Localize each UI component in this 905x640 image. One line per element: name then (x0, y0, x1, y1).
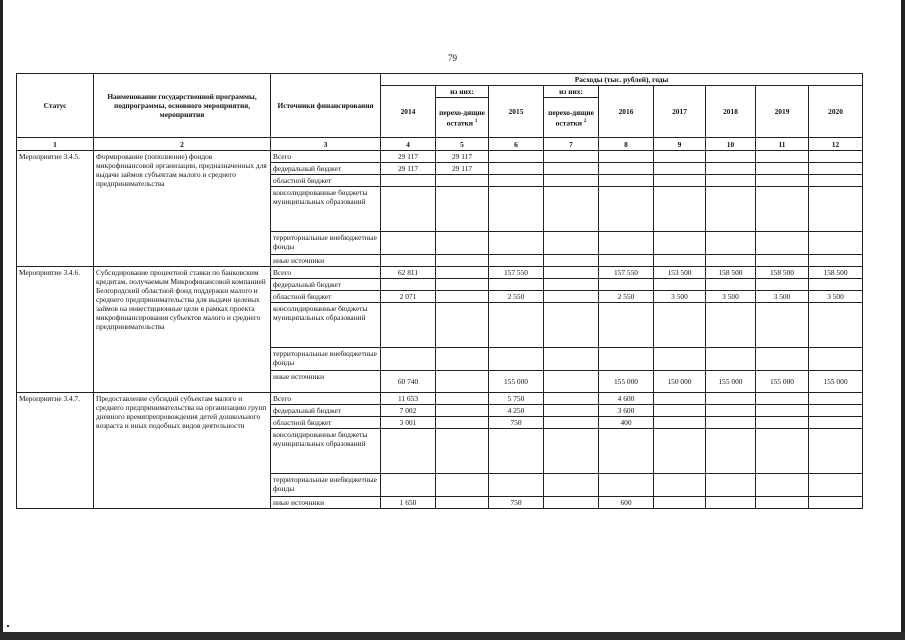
amount-cell (544, 348, 599, 371)
funding-source: консолидированные бюджеты муниципальных образований (271, 429, 381, 474)
amount-cell (544, 267, 599, 279)
amount-cell (756, 393, 809, 405)
amount-cell (706, 429, 756, 474)
header-year-2016: 2016 (599, 86, 654, 138)
amount-cell (544, 151, 599, 163)
amount-cell (706, 163, 756, 175)
column-number: 5 (436, 138, 489, 151)
funding-source: территориальные внебюджетные фонды (271, 474, 381, 497)
header-of-which-1: из них: (436, 86, 489, 98)
amount-cell (654, 348, 706, 371)
amount-cell: 157 550 (489, 267, 544, 279)
amount-cell (436, 393, 489, 405)
amount-cell (489, 279, 544, 291)
amount-cell: 3 600 (599, 405, 654, 417)
amount-cell (654, 417, 706, 429)
amount-cell (654, 151, 706, 163)
amount-cell: 155 000 (756, 371, 809, 393)
header-transitional-1: перехо-дящие остатки $^1$ (436, 98, 489, 138)
amount-cell (599, 429, 654, 474)
budget-table (16, 73, 863, 509)
amount-cell (544, 417, 599, 429)
amount-cell (599, 255, 654, 267)
amount-cell (756, 232, 809, 255)
amount-cell: 62 811 (381, 267, 436, 279)
amount-cell: 155 000 (706, 371, 756, 393)
amount-cell (654, 497, 706, 509)
amount-cell: 150 000 (654, 371, 706, 393)
measure-name: Формирование (пополнение) фондов микрофинансовой организации, предназначенных для выдачи займов субъектам малого и среднего предпринимательства (94, 151, 271, 267)
amount-cell: 158 500 (809, 267, 863, 279)
funding-source: консолидированные бюджеты муниципальных образований (271, 187, 381, 232)
amount-cell (809, 393, 863, 405)
amount-cell (599, 474, 654, 497)
amount-cell (544, 497, 599, 509)
amount-cell (544, 474, 599, 497)
amount-cell: 400 (599, 417, 654, 429)
column-number: 3 (271, 138, 381, 151)
amount-cell (706, 303, 756, 348)
table-row (17, 267, 863, 279)
scan-speck (7, 625, 9, 627)
amount-cell (809, 187, 863, 232)
amount-cell: 158 500 (756, 267, 809, 279)
amount-cell: 4 250 (489, 405, 544, 417)
header-year-2019: 2019 (756, 86, 809, 138)
funding-source: иные источники (271, 255, 381, 267)
amount-cell (706, 497, 756, 509)
amount-cell: 155 000 (599, 371, 654, 393)
amount-cell (654, 187, 706, 232)
amount-cell (544, 163, 599, 175)
funding-source: Всего (271, 393, 381, 405)
amount-cell: 3 500 (706, 291, 756, 303)
amount-cell (654, 405, 706, 417)
amount-cell (756, 255, 809, 267)
amount-cell (436, 232, 489, 255)
amount-cell (489, 163, 544, 175)
header-expenses: Расходы (тыс. рублей), годы (381, 74, 863, 86)
amount-cell (489, 474, 544, 497)
funding-source: территориальные внебюджетные фонды (271, 232, 381, 255)
funding-source: иные источники (271, 371, 381, 393)
measure-status: Мероприятие 3.4.7. (17, 393, 94, 509)
amount-cell (489, 232, 544, 255)
amount-cell (706, 348, 756, 371)
header-program: Наименование государственной программы, подпрограммы, основного мероприятия, мероприятия (94, 74, 271, 138)
amount-cell (809, 429, 863, 474)
amount-cell (489, 303, 544, 348)
amount-cell: 2 550 (599, 291, 654, 303)
amount-cell (544, 393, 599, 405)
amount-cell (489, 429, 544, 474)
header-year-2018: 2018 (706, 86, 756, 138)
amount-cell: 4 600 (599, 393, 654, 405)
amount-cell (436, 429, 489, 474)
amount-cell (809, 474, 863, 497)
amount-cell (436, 405, 489, 417)
amount-cell (489, 151, 544, 163)
amount-cell: 1 650 (381, 497, 436, 509)
amount-cell (756, 187, 809, 232)
amount-cell (489, 348, 544, 371)
column-number: 11 (756, 138, 809, 151)
amount-cell (436, 279, 489, 291)
amount-cell (381, 474, 436, 497)
column-number: 4 (381, 138, 436, 151)
amount-cell (654, 303, 706, 348)
column-number: 1 (17, 138, 94, 151)
column-number: 2 (94, 138, 271, 151)
amount-cell (654, 163, 706, 175)
amount-cell (436, 187, 489, 232)
amount-cell (654, 255, 706, 267)
scan-bottom-border (0, 632, 905, 640)
amount-cell (436, 175, 489, 187)
amount-cell (489, 255, 544, 267)
amount-cell (599, 303, 654, 348)
amount-cell (809, 255, 863, 267)
table-row (17, 393, 863, 405)
amount-cell: 29 117 (436, 151, 489, 163)
amount-cell (381, 279, 436, 291)
amount-cell (809, 279, 863, 291)
amount-cell (706, 279, 756, 291)
amount-cell (654, 474, 706, 497)
table-row (17, 151, 863, 163)
amount-cell (436, 291, 489, 303)
amount-cell: 158 500 (706, 267, 756, 279)
amount-cell (544, 187, 599, 232)
funding-source: федеральный бюджет (271, 163, 381, 175)
amount-cell (381, 348, 436, 371)
amount-cell (436, 303, 489, 348)
amount-cell: 750 (489, 417, 544, 429)
amount-cell (381, 429, 436, 474)
column-number: 9 (654, 138, 706, 151)
amount-cell (544, 279, 599, 291)
amount-cell (436, 348, 489, 371)
amount-cell (599, 151, 654, 163)
amount-cell (599, 232, 654, 255)
page-number: 79 (448, 53, 457, 63)
amount-cell (654, 393, 706, 405)
amount-cell (599, 163, 654, 175)
amount-cell (809, 175, 863, 187)
header-year-2017: 2017 (654, 86, 706, 138)
amount-cell (756, 175, 809, 187)
amount-cell (809, 348, 863, 371)
amount-cell (654, 279, 706, 291)
amount-cell (756, 429, 809, 474)
amount-cell: 155 000 (809, 371, 863, 393)
amount-cell (756, 163, 809, 175)
amount-cell: 7 002 (381, 405, 436, 417)
amount-cell: 3 001 (381, 417, 436, 429)
amount-cell (809, 417, 863, 429)
funding-source: федеральный бюджет (271, 279, 381, 291)
amount-cell: 3 500 (756, 291, 809, 303)
amount-cell (706, 232, 756, 255)
amount-cell (809, 232, 863, 255)
column-number: 12 (809, 138, 863, 151)
funding-source: консолидированные бюджеты муниципальных образований (271, 303, 381, 348)
header-year-2020: 2020 (809, 86, 863, 138)
amount-cell (706, 175, 756, 187)
measure-name: Субсидирование процентной ставки по банковским кредитам, получаемым Микрофинансовой компанией Белгородский областной фонд поддержки малого и среднего предпринимательства для выдачи целевых займов на инвестиционные цели в рамках проекта микрофинансирования субъектов малого и среднего предпринимательства (94, 267, 271, 393)
header-of-which-2: из них: (544, 86, 599, 98)
amount-cell (756, 279, 809, 291)
amount-cell: 60 740 (381, 371, 436, 393)
amount-cell: 153 500 (654, 267, 706, 279)
amount-cell (599, 175, 654, 187)
amount-cell (489, 175, 544, 187)
amount-cell (436, 255, 489, 267)
column-number: 6 (489, 138, 544, 151)
amount-cell (756, 348, 809, 371)
amount-cell: 155 000 (489, 371, 544, 393)
amount-cell (544, 405, 599, 417)
amount-cell (756, 417, 809, 429)
amount-cell (706, 255, 756, 267)
amount-cell (381, 175, 436, 187)
amount-cell (436, 497, 489, 509)
funding-source: иные источники (271, 497, 381, 509)
header-transitional-2: перехо-дящие остатки $^2$ (544, 98, 599, 138)
column-number: 8 (599, 138, 654, 151)
amount-cell (809, 163, 863, 175)
amount-cell: 157 550 (599, 267, 654, 279)
amount-cell (599, 279, 654, 291)
amount-cell: 29 117 (381, 151, 436, 163)
amount-cell: 3 500 (654, 291, 706, 303)
amount-cell (436, 474, 489, 497)
measure-status: Мероприятие 3.4.5. (17, 151, 94, 267)
amount-cell: 750 (489, 497, 544, 509)
amount-cell: 11 653 (381, 393, 436, 405)
amount-cell (599, 187, 654, 232)
column-numbers-row (17, 138, 863, 151)
amount-cell (654, 232, 706, 255)
amount-cell: 600 (599, 497, 654, 509)
amount-cell (436, 267, 489, 279)
amount-cell (756, 405, 809, 417)
amount-cell: 2 550 (489, 291, 544, 303)
funding-source: областной бюджет (271, 291, 381, 303)
amount-cell (544, 303, 599, 348)
amount-cell (706, 405, 756, 417)
header-year-2014: 2014 (381, 86, 436, 138)
amount-cell (544, 371, 599, 393)
column-number: 10 (706, 138, 756, 151)
amount-cell: 29 117 (381, 163, 436, 175)
funding-source: областной бюджет (271, 417, 381, 429)
amount-cell (756, 497, 809, 509)
funding-source: Всего (271, 267, 381, 279)
amount-cell (381, 255, 436, 267)
amount-cell (381, 187, 436, 232)
amount-cell: 5 750 (489, 393, 544, 405)
amount-cell (756, 303, 809, 348)
amount-cell (809, 151, 863, 163)
amount-cell (809, 405, 863, 417)
amount-cell (544, 291, 599, 303)
amount-cell (544, 429, 599, 474)
amount-cell (544, 232, 599, 255)
amount-cell (544, 175, 599, 187)
amount-cell (809, 497, 863, 509)
funding-source: территориальные внебюджетные фонды (271, 348, 381, 371)
funding-source: федеральный бюджет (271, 405, 381, 417)
amount-cell (706, 393, 756, 405)
measure-name: Предоставление субсидий субъектам малого и среднего предпринимательства на организацию групп дневного времяпрепровождения детей дошкольного возраста и иных подобных видов деятельности (94, 393, 271, 509)
amount-cell (706, 151, 756, 163)
amount-cell: 3 500 (809, 291, 863, 303)
measure-status: Мероприятие 3.4.6. (17, 267, 94, 393)
amount-cell: 2 071 (381, 291, 436, 303)
header-sources: Источники финансирования (271, 74, 381, 138)
amount-cell (706, 417, 756, 429)
column-number: 7 (544, 138, 599, 151)
amount-cell (756, 151, 809, 163)
amount-cell (809, 303, 863, 348)
amount-cell (654, 175, 706, 187)
table-body (17, 151, 863, 509)
amount-cell (599, 348, 654, 371)
amount-cell (706, 187, 756, 232)
header-year-2015: 2015 (489, 86, 544, 138)
amount-cell (436, 417, 489, 429)
amount-cell (756, 474, 809, 497)
amount-cell (381, 303, 436, 348)
header-status: Статус (17, 74, 94, 138)
amount-cell (381, 232, 436, 255)
amount-cell (706, 474, 756, 497)
funding-source: Всего (271, 151, 381, 163)
amount-cell (654, 429, 706, 474)
amount-cell (544, 255, 599, 267)
funding-source: областной бюджет (271, 175, 381, 187)
amount-cell: 29 117 (436, 163, 489, 175)
amount-cell (489, 187, 544, 232)
amount-cell (436, 371, 489, 393)
